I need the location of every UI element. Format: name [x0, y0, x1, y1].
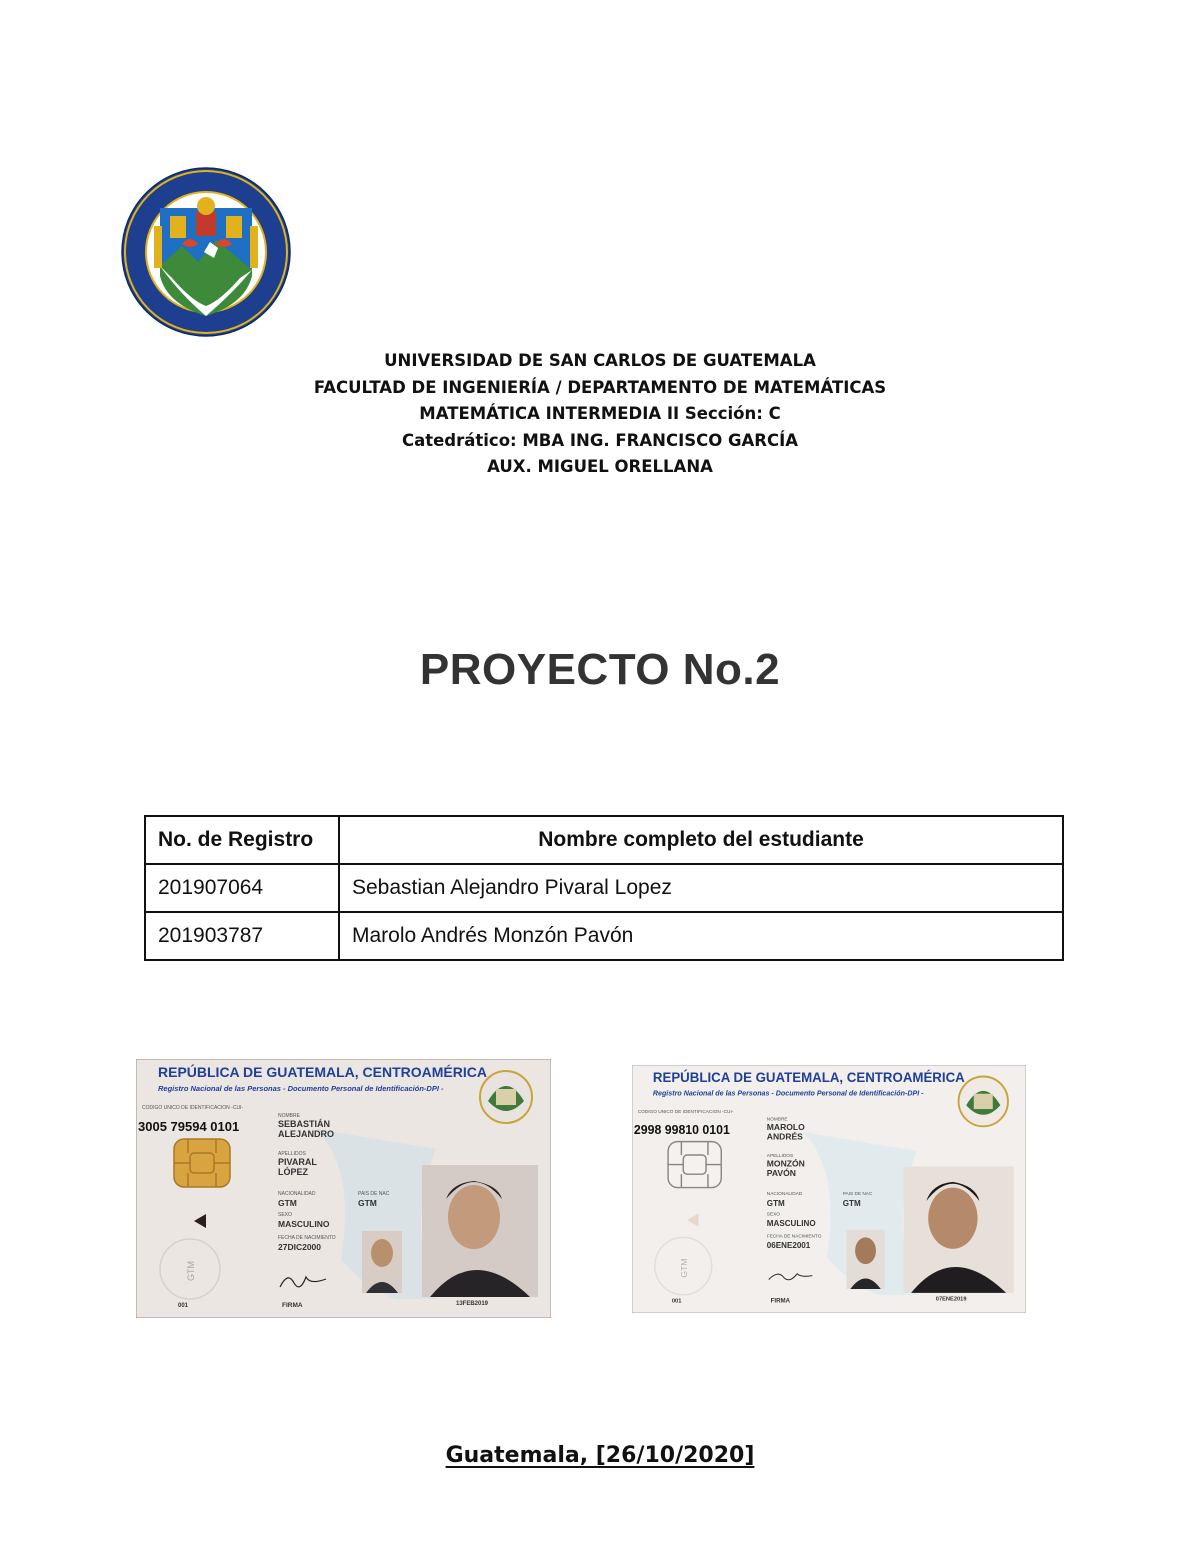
column-header-nombre: Nombre completo del estudiante: [339, 816, 1063, 864]
registro-cell: 201903787: [145, 912, 339, 960]
assistant-name: AUX. MIGUEL ORELLANA: [487, 457, 713, 476]
university-name: UNIVERSIDAD DE SAN CARLOS DE GUATEMALA: [384, 351, 816, 370]
card-cui: 2998 99810 0101: [633, 1122, 730, 1137]
portrait-photo: [422, 1165, 538, 1297]
table-header-row: [145, 816, 1063, 864]
card-nationality-label: NACIONALIDAD: [766, 1192, 803, 1198]
id-card-2: [632, 1065, 1026, 1313]
project-title: PROYECTO No.2: [419, 645, 781, 694]
chip-icon: [668, 1142, 721, 1188]
card-birth: 27DIC2000: [278, 1242, 322, 1252]
chip-icon: [174, 1139, 230, 1187]
card-gtm-stamp: GTM: [679, 1258, 690, 1278]
card-birth-label: FECHA DE NACIMIENTO: [278, 1235, 336, 1241]
card-name-2: ANDRÉS: [766, 1131, 803, 1142]
card-firma-label: FIRMA: [282, 1302, 303, 1309]
card-republic: REPÚBLICA DE GUATEMALA, CENTROAMÉRICA: [158, 1064, 487, 1080]
card-surname-2: LÓPEZ: [278, 1167, 309, 1177]
card-sex: MASCULINO: [278, 1219, 330, 1229]
card-registry: Registro Nacional de las Personas - Documento Personal de Identificación-DPI -: [652, 1089, 924, 1098]
card-cui-label: CODIGO UNICO DE IDENTIFICACION -CUI-: [142, 1105, 244, 1111]
nombre-cell: Marolo Andrés Monzón Pavón: [339, 912, 1063, 960]
card-sex-label: SEXO: [278, 1212, 292, 1218]
card-cui-label: CODIGO UNICO DE IDENTIFICACION -CUI-: [637, 1109, 734, 1115]
coat-of-arms-icon: [959, 1076, 1008, 1126]
card-name-1: MAROLO: [766, 1122, 805, 1133]
id-card-1: [136, 1059, 551, 1318]
students-table: [144, 815, 1064, 961]
card-code: 001: [671, 1298, 682, 1305]
card-country: GTM: [842, 1198, 861, 1208]
portrait-photo: [904, 1166, 1014, 1292]
card-surname-2: PAVÓN: [766, 1168, 796, 1179]
card-name-label: NOMBRE: [766, 1117, 788, 1123]
table-row: [145, 912, 1063, 960]
card-country: GTM: [358, 1198, 377, 1208]
coat-of-arms-icon: [480, 1071, 532, 1123]
card-birth: 06ENE2001: [766, 1240, 811, 1250]
card-surname-label: APELLIDOS: [766, 1153, 794, 1159]
table-row: [145, 864, 1063, 912]
date-place-footer: [0, 1443, 1200, 1468]
card-surname-1: MONZÓN: [766, 1158, 805, 1169]
card-sex-label: SEXO: [766, 1212, 780, 1218]
card-republic: REPÚBLICA DE GUATEMALA, CENTROAMÉRICA: [652, 1070, 965, 1086]
card-issue-date: 07ENE2019: [935, 1296, 967, 1303]
small-photo: [847, 1230, 885, 1289]
card-surname-label: APELLIDOS: [278, 1151, 306, 1157]
card-sex: MASCULINO: [766, 1218, 816, 1228]
card-name-2: ALEJANDRO: [278, 1129, 335, 1139]
card-nationality-label: NACIONALIDAD: [278, 1191, 316, 1197]
card-country-label: PAIS DE NAC: [842, 1192, 873, 1198]
card-code: 001: [178, 1303, 189, 1309]
card-nationality: GTM: [766, 1198, 785, 1208]
card-nationality: GTM: [278, 1198, 297, 1208]
small-photo: [362, 1231, 402, 1293]
card-name-1: SEBASTIÁN: [278, 1119, 331, 1129]
card-registry: Registro Nacional de las Personas - Documento Personal de Identificación-DPI -: [158, 1084, 444, 1093]
registro-cell: 201907064: [145, 864, 339, 912]
institution-header: [0, 348, 1200, 481]
card-firma-label: FIRMA: [770, 1297, 791, 1305]
footer-text: Guatemala, [26/10/2020]: [445, 1443, 755, 1468]
card-gtm-stamp: GTM: [186, 1261, 196, 1281]
university-seal-logo: [120, 166, 292, 338]
card-country-label: PAIS DE NAC: [358, 1191, 390, 1197]
course-section: MATEMÁTICA INTERMEDIA II Sección: C: [419, 404, 781, 423]
faculty-department: FACULTAD DE INGENIERÍA / DEPARTAMENTO DE MATEMÁTICAS: [313, 377, 887, 397]
nombre-cell: Sebastian Alejandro Pivaral Lopez: [339, 864, 1063, 912]
card-name-label: NOMBRE: [278, 1113, 300, 1119]
card-surname-1: PIVARAL: [278, 1157, 317, 1167]
card-cui: 3005 79594 0101: [138, 1119, 240, 1134]
professor-name: Catedrático: MBA ING. FRANCISCO GARCÍA: [401, 430, 799, 450]
card-birth-label: FECHA DE NACIMIENTO: [766, 1234, 822, 1240]
card-issue-date: 13FEB2019: [456, 1301, 489, 1307]
column-header-registro: No. de Registro: [145, 816, 339, 864]
